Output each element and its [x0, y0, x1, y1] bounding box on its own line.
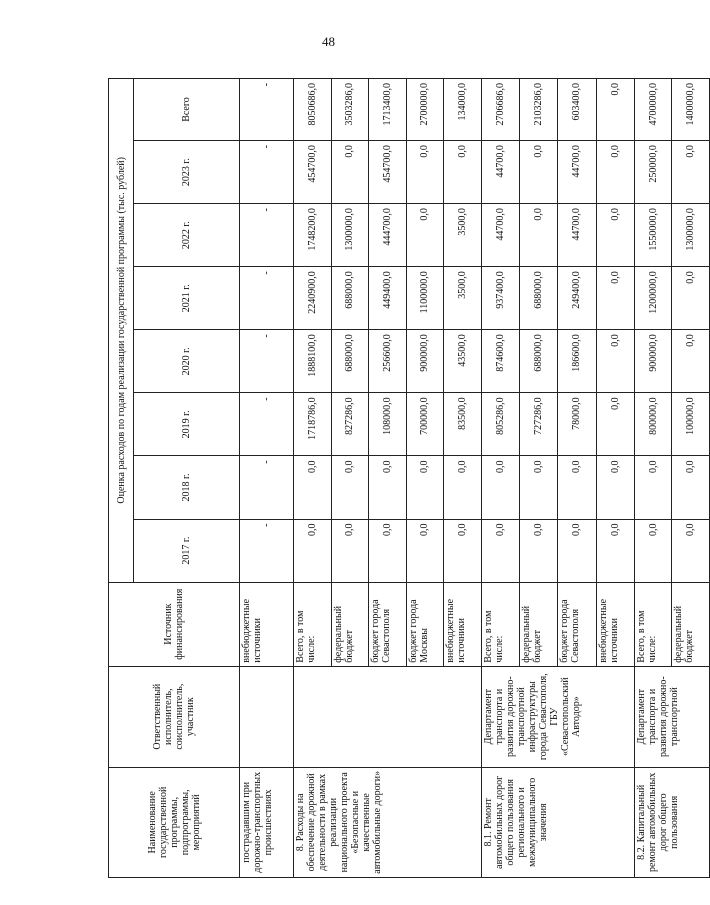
- value-2022: 0,0: [519, 204, 557, 267]
- row-source: внебюджетные источники: [596, 582, 634, 666]
- value-2021: 1100000,0: [406, 267, 444, 330]
- value-2017: 0,0: [406, 519, 444, 582]
- value-2021: 937400,0: [481, 267, 519, 330]
- value-2019: 83500,0: [444, 393, 482, 456]
- value-2017: 0,0: [634, 519, 672, 582]
- value-2018: 0,0: [519, 456, 557, 519]
- value-2017: 0,0: [558, 519, 596, 582]
- value-2019: 1718786,0: [294, 393, 332, 456]
- value-2022: 44700,0: [558, 204, 596, 267]
- header-estimate: Оценка расходов по годам реализации государственной программы (тыс. рублей): [109, 79, 134, 583]
- value-2020: 43500,0: [444, 330, 482, 393]
- value-2018: 0,0: [369, 456, 407, 519]
- table-row: [294, 79, 332, 878]
- row-source: федеральный бюджет: [331, 582, 369, 666]
- row-source: бюджет города Севастополя: [369, 582, 407, 666]
- value-2020: 874600,0: [481, 330, 519, 393]
- value-2022: 1300000,0: [672, 204, 710, 267]
- value-2022: 1550000,0: [634, 204, 672, 267]
- value-2023: 454700,0: [294, 141, 332, 204]
- value-2023: 0,0: [596, 141, 634, 204]
- value-2021: 0,0: [672, 267, 710, 330]
- value-2020: 186600,0: [558, 330, 596, 393]
- value-2023: 250000,0: [634, 141, 672, 204]
- value-2021: -: [240, 267, 294, 330]
- value-2018: 0,0: [294, 456, 332, 519]
- value-2018: 0,0: [331, 456, 369, 519]
- value-total: 1400000,0: [672, 79, 710, 141]
- value-2018: 0,0: [634, 456, 672, 519]
- value-2020: -: [240, 330, 294, 393]
- budget-table: [108, 78, 710, 878]
- row-name: пострадавшим при дорожно-транспортных происшествиях: [240, 767, 294, 877]
- value-total: 2103286,0: [519, 79, 557, 141]
- value-2019: -: [240, 393, 294, 456]
- value-2020: 0,0: [596, 330, 634, 393]
- value-2021: 688000,0: [519, 267, 557, 330]
- value-2017: 0,0: [294, 519, 332, 582]
- value-2020: 256600,0: [369, 330, 407, 393]
- page-number: 48: [322, 34, 335, 49]
- value-2022: -: [240, 204, 294, 267]
- row-source: Всего, в том числе:: [481, 582, 519, 666]
- row-source: федеральный бюджет: [672, 582, 710, 666]
- value-2019: 100000,0: [672, 393, 710, 456]
- value-2018: 0,0: [558, 456, 596, 519]
- header-year-2023: 2023 г.: [134, 141, 240, 204]
- value-2019: 727286,0: [519, 393, 557, 456]
- value-total: 2700000,0: [406, 79, 444, 141]
- row-source: внебюджетные источники: [240, 582, 294, 666]
- row-executor: [294, 666, 482, 767]
- header-source: Источник финансирования: [109, 582, 240, 666]
- row-name: 8.2. Капитальный ремонт автомобильных дорог общего пользования: [634, 767, 709, 877]
- value-total: 1713400,0: [369, 79, 407, 141]
- value-2020: 0,0: [672, 330, 710, 393]
- value-2017: 0,0: [596, 519, 634, 582]
- value-2023: 0,0: [519, 141, 557, 204]
- value-2021: 449400,0: [369, 267, 407, 330]
- header-year-2022: 2022 г.: [134, 204, 240, 267]
- value-2020: 900000,0: [634, 330, 672, 393]
- value-2019: 0,0: [596, 393, 634, 456]
- row-source: Всего, в том числе:: [634, 582, 672, 666]
- value-2020: 1888100,0: [294, 330, 332, 393]
- row-executor: Департамент транспорта и развития дорожно-транспортной: [634, 666, 709, 767]
- value-2018: 0,0: [481, 456, 519, 519]
- value-2022: 444700,0: [369, 204, 407, 267]
- header-year-2020: 2020 г.: [134, 330, 240, 393]
- value-2020: 688000,0: [331, 330, 369, 393]
- row-source: бюджет города Москвы: [406, 582, 444, 666]
- value-2017: 0,0: [672, 519, 710, 582]
- value-2022: 1300000,0: [331, 204, 369, 267]
- value-total: 0,0: [596, 79, 634, 141]
- value-2019: 700000,0: [406, 393, 444, 456]
- value-2021: 249400,0: [558, 267, 596, 330]
- value-2021: 0,0: [596, 267, 634, 330]
- value-2023: 0,0: [406, 141, 444, 204]
- value-2018: -: [240, 456, 294, 519]
- value-total: 134000,0: [444, 79, 482, 141]
- rotated-table-container: [108, 78, 697, 878]
- table-row: [240, 79, 294, 878]
- row-source: бюджет города Севастополя: [558, 582, 596, 666]
- row-name: 8.1. Ремонт автомобильных дорог общего пользования регионального и межмуниципального значения: [481, 767, 634, 877]
- value-2019: 805286,0: [481, 393, 519, 456]
- header-name: Наименование государственной программы, подпрограммы, мероприятий: [109, 767, 240, 877]
- value-total: 2706686,0: [481, 79, 519, 141]
- value-2021: 3500,0: [444, 267, 482, 330]
- value-2017: 0,0: [331, 519, 369, 582]
- value-2018: 0,0: [672, 456, 710, 519]
- value-total: 603400,0: [558, 79, 596, 141]
- value-2017: 0,0: [444, 519, 482, 582]
- header-year-2017: 2017 г.: [134, 519, 240, 582]
- value-total: 4700000,0: [634, 79, 672, 141]
- value-total: -: [240, 79, 294, 141]
- header-executor: Ответственный исполнитель, соисполнитель, участник: [109, 666, 240, 767]
- value-2019: 800000,0: [634, 393, 672, 456]
- value-2020: 900000,0: [406, 330, 444, 393]
- value-2023: 44700,0: [481, 141, 519, 204]
- table-row: [481, 79, 519, 878]
- header-year-2018: 2018 г.: [134, 456, 240, 519]
- value-2021: 1200000,0: [634, 267, 672, 330]
- value-2022: 0,0: [406, 204, 444, 267]
- row-source: внебюджетные источники: [444, 582, 482, 666]
- value-2023: 0,0: [444, 141, 482, 204]
- value-2022: 3500,0: [444, 204, 482, 267]
- value-2019: 827286,0: [331, 393, 369, 456]
- value-2017: 0,0: [519, 519, 557, 582]
- value-2022: 1748200,0: [294, 204, 332, 267]
- value-2023: 0,0: [331, 141, 369, 204]
- row-source: федеральный бюджет: [519, 582, 557, 666]
- value-2023: 454700,0: [369, 141, 407, 204]
- value-2017: -: [240, 519, 294, 582]
- value-2018: 0,0: [596, 456, 634, 519]
- value-total: 8050686,0: [294, 79, 332, 141]
- value-2017: 0,0: [481, 519, 519, 582]
- value-total: 3503286,0: [331, 79, 369, 141]
- row-source: Всего, в том числе:: [294, 582, 332, 666]
- header-total: Всего: [134, 79, 240, 141]
- table-row: [634, 79, 672, 878]
- header-year-2019: 2019 г.: [134, 393, 240, 456]
- value-2023: -: [240, 141, 294, 204]
- row-executor: Департамент транспорта и развития дорожно-транспортной инфраструктуры города Севастополя, ГБУ «Севастопольский Автодор»: [481, 666, 634, 767]
- value-2017: 0,0: [369, 519, 407, 582]
- value-2019: 108000,0: [369, 393, 407, 456]
- value-2018: 0,0: [406, 456, 444, 519]
- value-2019: 78000,0: [558, 393, 596, 456]
- value-2018: 0,0: [444, 456, 482, 519]
- value-2021: 2240900,0: [294, 267, 332, 330]
- value-2023: 0,0: [672, 141, 710, 204]
- row-executor: [240, 666, 294, 767]
- value-2021: 688000,0: [331, 267, 369, 330]
- value-2022: 44700,0: [481, 204, 519, 267]
- value-2022: 0,0: [596, 204, 634, 267]
- header-year-2021: 2021 г.: [134, 267, 240, 330]
- value-2023: 44700,0: [558, 141, 596, 204]
- row-name: 8. Расходы на обеспечение дорожной деятельности в рамках реализации национального проекта «Безопасные и качественные автомобильные дороги»: [294, 767, 482, 877]
- value-2020: 688000,0: [519, 330, 557, 393]
